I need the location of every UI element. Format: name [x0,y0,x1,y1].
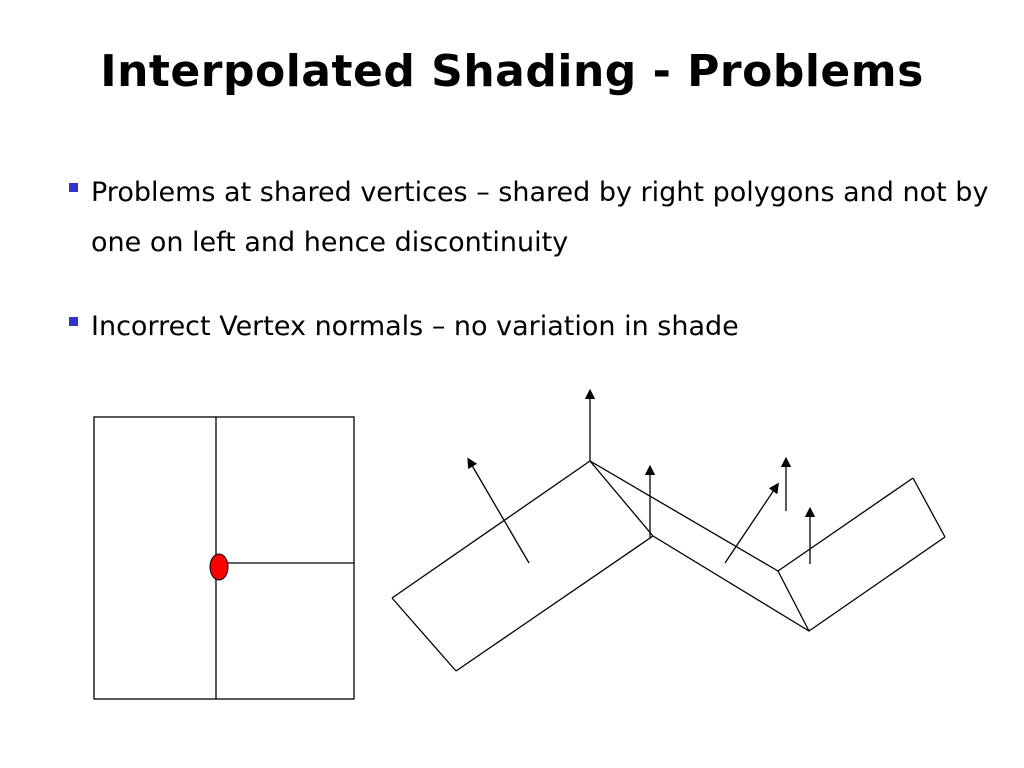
shared-vertex-marker [210,554,228,580]
surface-top-edge [392,461,913,598]
surface-right-edge [913,478,945,537]
surface-fold-edge-1 [590,461,653,536]
slide-title: Interpolated Shading - Problems [100,46,924,97]
surface-bottom-edge [456,536,945,671]
face-normal-arrow-right [725,487,776,563]
bullet-item-shared-vertices: Problems at shared vertices – shared by right polygons and not by one on left and hence discontinuity [66,168,1006,268]
face-normal-arrow-left [470,462,529,563]
zigzag-surface-diagram [392,394,945,671]
surface-left-edge [392,598,456,671]
bullet-item-vertex-normals: Incorrect Vertex normals – no variation in shade [66,302,1006,352]
polygon-grid-diagram [94,417,354,699]
